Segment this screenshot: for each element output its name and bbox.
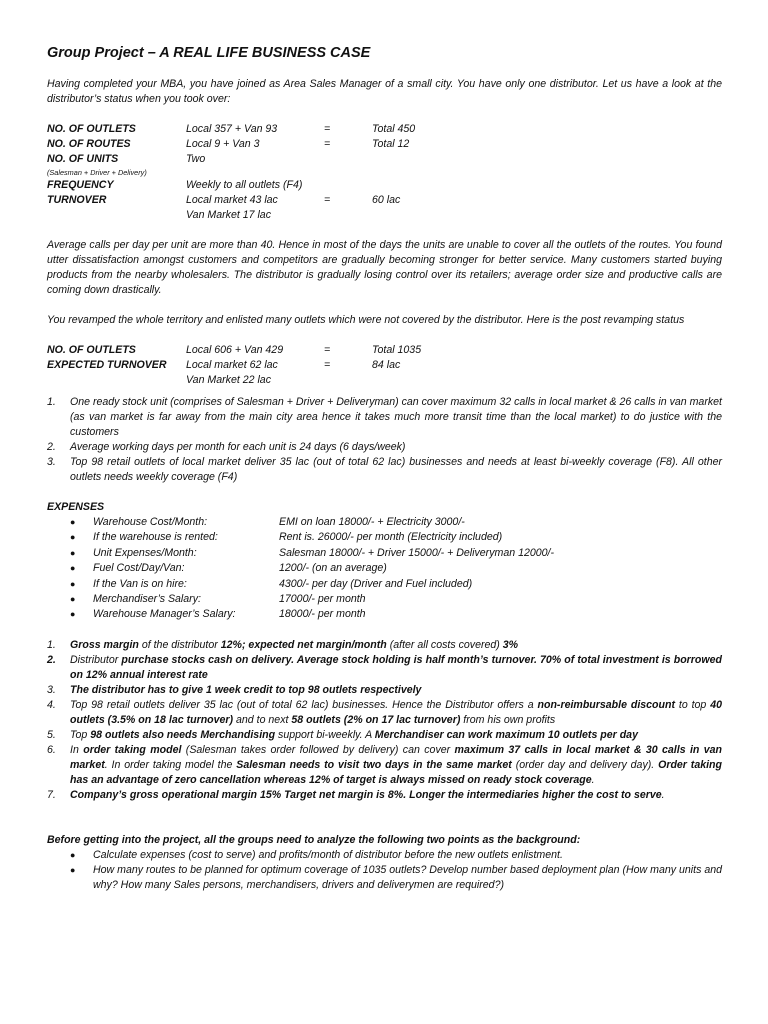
row-total: Total 1035 (372, 344, 422, 356)
row-label: NO. OF OUTLETS (47, 344, 136, 356)
list-item: 3. The distributor has to give 1 week credit to top 98 outlets respectively (47, 683, 422, 696)
row-value: Local market 43 lac (186, 194, 278, 206)
list-item: 3. Top 98 retail outlets of local market deliver 35 lac (out of total 62 lac) businesses and needs at least bi-weekly coverage (F8). All other outlets needs weekly coverage (F4) (47, 456, 722, 483)
row-value: Van Market 17 lac (186, 209, 271, 221)
bullet-icon: ● (70, 609, 76, 620)
background-item: ● How many routes to be planned for optimum coverage of 1035 outlets? Develop number based deployment plan (How many units and why? How many Sales persons, merchandisers, drivers and deliverymen are required?) (70, 863, 722, 891)
status-row-turnover-van (47, 208, 722, 223)
units-note-row (47, 167, 722, 178)
list-item: 1. Gross margin of the distributor 12%; expected net margin/month (after all costs covered) 3% (47, 638, 519, 651)
expense-item: ● Merchandiser’s Salary: 17000/- per month (70, 592, 366, 605)
row-equals: = (324, 194, 331, 206)
expense-item: ● If the warehouse is rented: Rent is. 26000/- per month (Electricity included) (70, 531, 503, 544)
bullet-icon: ● (70, 593, 76, 604)
bullet-icon: ● (70, 547, 76, 558)
row-value: Local 606 + Van 429 (186, 344, 284, 356)
row-total: Total 12 (372, 138, 410, 150)
terms-list (47, 638, 722, 803)
list-item: 2. Average working days per month for each unit is 24 days (6 days/week) (47, 441, 406, 453)
status-row-turnover (47, 193, 722, 208)
status-row-routes (47, 137, 722, 152)
list-item: 1. One ready stock unit (comprises of Salesman + Driver + Deliveryman) can cover maximum 32 calls in local market & 26 calls in van market (as van market is far away from the main city area hence it takes much more transit time than the local market) to do justice with the customers (47, 396, 722, 438)
row-value: Van Market 22 lac (186, 374, 271, 386)
row-value: Local 357 + Van 93 (186, 123, 278, 135)
row-total: Total 450 (372, 123, 416, 135)
post-revamp-table (47, 343, 722, 388)
expenses-list (47, 515, 722, 623)
list-item: 7. Company’s gross operational margin 15% Target net margin is 8%. Longer the intermediaries higher the cost to serve. (47, 788, 665, 801)
bullet-icon: ● (70, 563, 76, 574)
document-page (47, 44, 722, 893)
status-row-outlets (47, 122, 722, 137)
list-item: 6. In order taking model (Salesman takes order followed by delivery) can cover maximum 37 calls in local market & 30 calls in van market. In order taking model the Salesman needs to visit two days in the same market (order day and delivery day). Order taking has an advantage of zero cancellation whereas 12% of target is always missed on ready stock coverage. (47, 743, 722, 786)
post-row-turnover (47, 358, 722, 373)
row-label: FREQUENCY (47, 179, 114, 191)
row-label: EXPECTED TURNOVER (47, 359, 167, 371)
assumptions-list (47, 395, 722, 485)
status-row-units (47, 152, 722, 167)
list-item: 5. Top 98 outlets also needs Merchandising support bi-weekly. A Merchandiser can work maximum 10 outlets per day (47, 728, 638, 741)
expense-item: ● Unit Expenses/Month: Salesman 18000/- + Driver 15000/- + Deliveryman 12000/- (70, 546, 554, 559)
expense-item: ● If the Van is on hire: 4300/- per day (Driver and Fuel included) (70, 577, 473, 590)
row-total: 84 lac (372, 359, 401, 371)
post-row-turnover-van (47, 373, 722, 388)
units-note: (Salesman + Driver + Delivery) (47, 168, 147, 177)
page-title: Group Project – A REAL LIFE BUSINESS CASE (47, 45, 371, 61)
row-value: Weekly to all outlets (F4) (186, 179, 303, 191)
bullet-icon: ● (70, 517, 76, 527)
row-equals: = (324, 123, 331, 135)
row-equals: = (324, 344, 331, 356)
row-label: NO. OF UNITS (47, 153, 119, 165)
row-value: Local 9 + Van 3 (186, 138, 260, 150)
expenses-heading: EXPENSES (47, 501, 105, 513)
background-heading: Before getting into the project, all the groups need to analyze the following two points as the background: (47, 833, 581, 846)
background-item: ● Calculate expenses (cost to serve) and profits/month of distributor before the new outlets enlistment. (70, 848, 563, 861)
bullet-icon: ● (70, 849, 76, 860)
status-row-frequency (47, 178, 722, 193)
expense-item: ● Fuel Cost/Day/Van: 1200/- (on an average) (70, 562, 387, 575)
expense-item: ● Warehouse Cost/Month: EMI on loan 18000/- + Electricity 3000/- (70, 516, 465, 528)
bullet-icon: ● (70, 532, 76, 543)
list-item: 4. Top 98 retail outlets deliver 35 lac (out of total 62 lac) businesses. Hence the Distributor offers a non-reimbursable discount to top 40 outlets (3.5% on 18 lac turnover) and to next 58 outlets (2% on 17 lac turnover) from his own profits (47, 698, 722, 726)
row-equals: = (324, 138, 331, 150)
bullet-icon: ● (70, 578, 76, 589)
row-label: NO. OF OUTLETS (47, 123, 136, 135)
list-item: 2. Distributor purchase stocks cash on delivery. Average stock holding is half month’s turnover. 70% of total investment is borrowed on 12% annual interest rate (47, 653, 722, 681)
row-total: 60 lac (372, 194, 401, 206)
initial-status-table (47, 122, 722, 223)
row-label: TURNOVER (47, 194, 107, 206)
post-row-outlets (47, 343, 722, 358)
expense-item: ● Warehouse Manager’s Salary: 18000/- per month (70, 608, 366, 621)
row-label: NO. OF ROUTES (47, 138, 131, 150)
bullet-icon: ● (70, 864, 76, 875)
row-equals: = (324, 359, 331, 371)
intro-paragraph: Having completed your MBA, you have joined as Area Sales Manager of a small city. You have only one distributor. Let us have a look at the distributor’s status when you took over: (47, 78, 722, 105)
situation-paragraph: Average calls per day per unit are more than 40. Hence in most of the days the units are unable to cover all the outlets of the routes. You found utter dissatisfaction amongst customers and competitors are gradually becoming stronger for better service. Many customers started buying products from the nearby wholesalers. The distributor is gradually losing control over its retailers; average order size and productive calls are coming down drastically. (47, 239, 722, 296)
revamp-paragraph: You revamped the whole territory and enlisted many outlets which were not covered by the distributor. Here is the post revamping status (47, 314, 685, 326)
row-value: Local market 62 lac (186, 359, 278, 371)
row-value: Two (186, 153, 206, 165)
